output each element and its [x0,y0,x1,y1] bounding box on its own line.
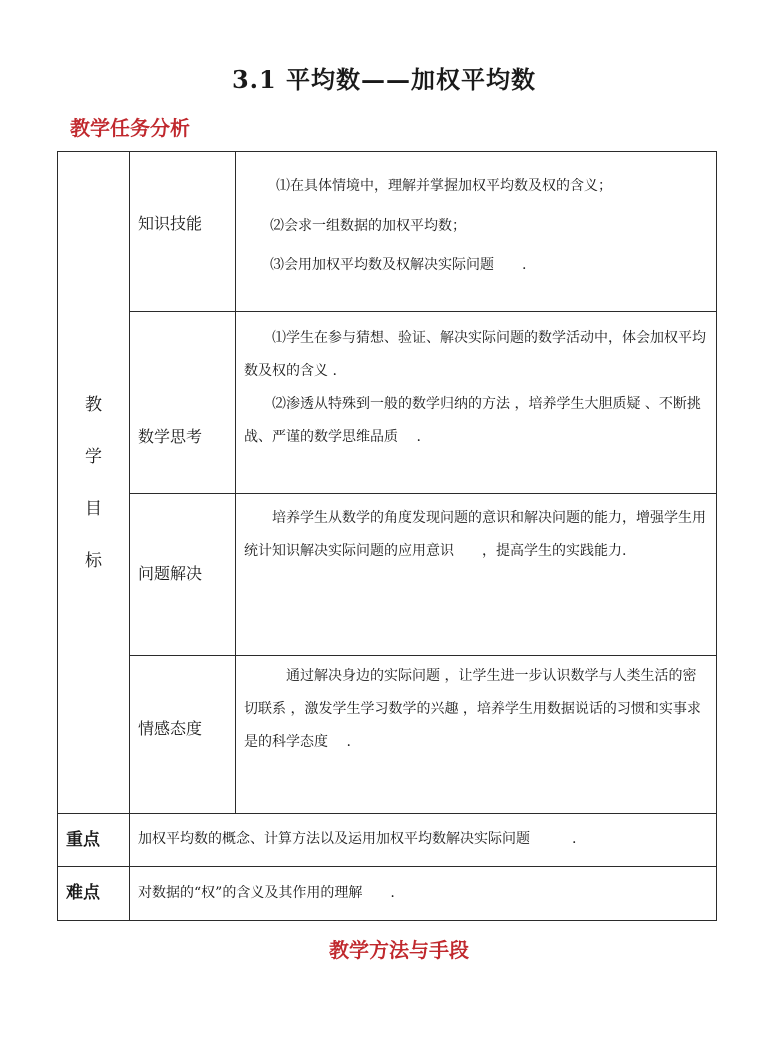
key-point-label: 重点 [58,814,130,867]
category-knowledge-skills: 知识技能 [130,152,236,312]
objectives-label-cell [58,152,130,814]
content-emotional-attitude [236,656,717,814]
list-item: ⑶会用加权平均数及权解决实际问题 . [270,257,527,274]
category-problem-solving: 问题解决 [130,494,236,656]
difficulty-label: 难点 [58,867,130,921]
list-item: 通过解决身边的实际问题 ，让学生进一步认识数学与人类生活的密切联系 ，激发学生学习数学的兴趣 ，培养学生用数据说话的习惯和实事求是的科学态度 . [244,668,701,750]
objectives-label: 教学目标 [85,394,102,571]
content-problem-solving [236,494,717,656]
list-item: ⑵会求一组数据的加权平均数； [270,217,466,234]
content-math-thinking [236,312,717,494]
document-title: 3.1 平均数——加权平均数 [231,65,537,94]
table-row [58,494,717,656]
section-heading-task-analysis: 教学任务分析 [70,116,190,140]
list-item: 培养学生从数学的角度发现问题的意识和解决问题的能力，增强学生用统计知识解决实际问题的应用意识 ，提高学生的实践能力. [244,510,706,559]
section-heading-methods: 教学方法与手段 [329,938,469,962]
list-item: ⑴学生在参与猜想、验证、解决实际问题的数学活动中，体会加权平均数及权的含义 . [244,330,706,379]
table-row [58,867,717,921]
list-item: ⑵渗透从特殊到一般的数学归纳的方法 ，培养学生大胆质疑 、不断挑战、严谨的数学思维品质 . [244,395,701,445]
teaching-analysis-table [57,151,717,921]
category-math-thinking: 数学思考 [130,312,236,494]
list-item: ⑴在具体情境中，理解并掌握加权平均数及权的含义； [276,178,612,194]
content-knowledge-skills [236,152,717,312]
key-point-text: 加权平均数的概念、计算方法以及运用加权平均数解决实际问题 . [130,814,717,867]
table-row [58,656,717,814]
difficulty-text: 对数据的“权”的含义及其作用的理解 . [130,867,717,921]
table-row [58,312,717,494]
category-emotional-attitude: 情感态度 [130,656,236,814]
table-row [58,152,717,312]
table-row [58,814,717,867]
